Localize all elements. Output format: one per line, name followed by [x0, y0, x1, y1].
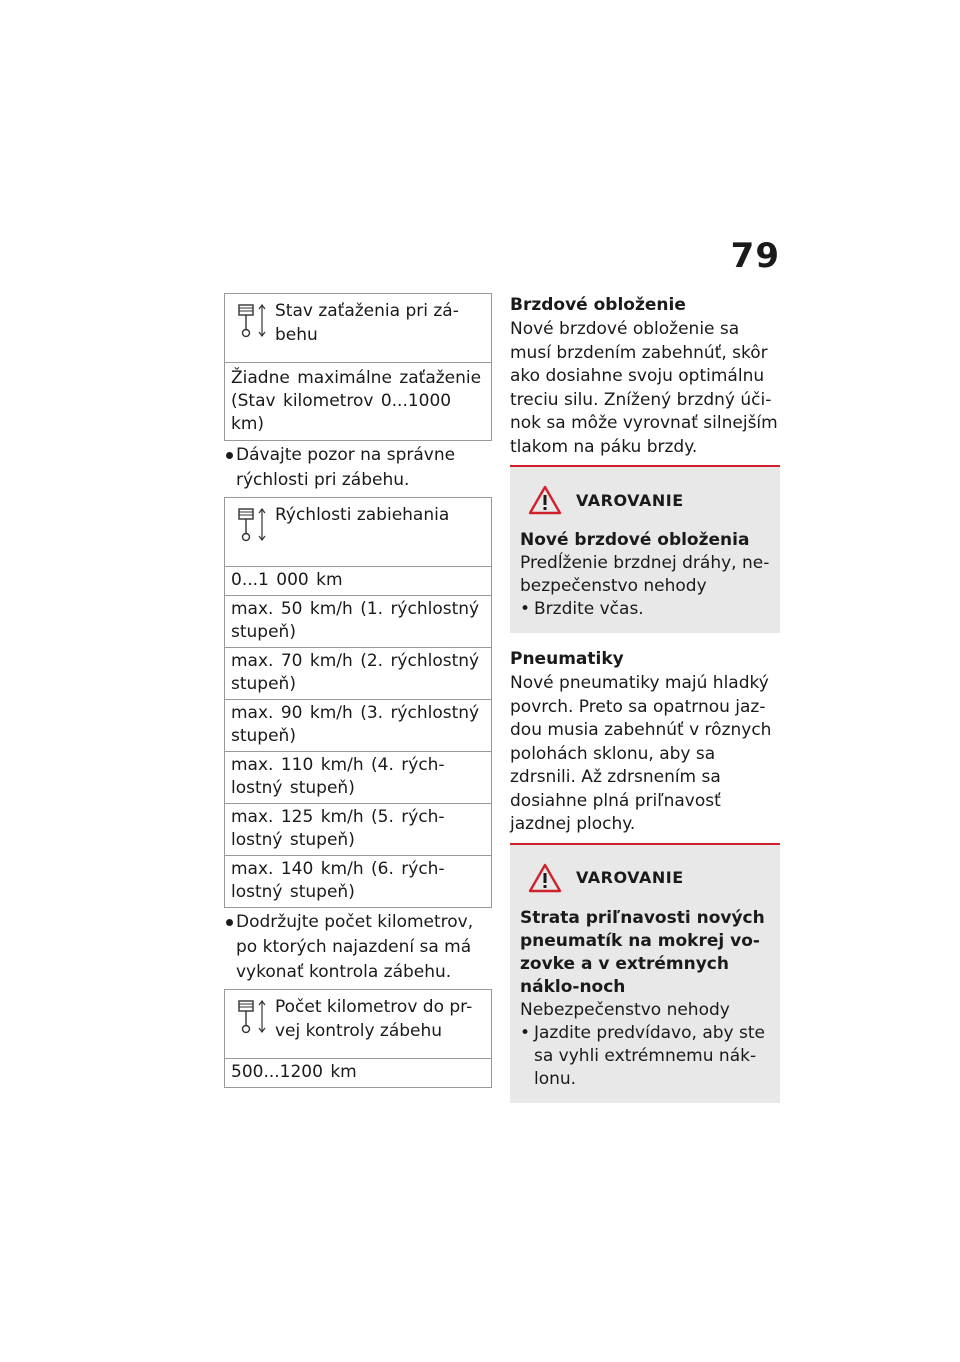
warning-text: Predĺženie brzdnej dráhy, ne-bezpečenstvo nehody: [520, 553, 770, 596]
warning-heading: Strata priľnavosti nových pneumatík na mokrej vo-zovke a v extrémnych náklo-noch: [520, 907, 765, 997]
warning-text: Nebezpečenstvo nehody: [520, 999, 730, 1020]
engine-piston-icon: [237, 998, 267, 1036]
right-column: [510, 293, 780, 1103]
list-item: [224, 443, 492, 493]
table-row: max. 140 km/h (6. rých-lostný stupeň): [225, 856, 491, 908]
table-row: Žiadne maximálne zaťaženie (Stav kilometrov 0...1000 km): [225, 363, 491, 441]
table-row: max. 110 km/h (4. rých-lostný stupeň): [225, 752, 491, 804]
table-header-label: Počet kilometrov do pr-vej kontroly zábehu: [275, 997, 473, 1041]
section-title: Brzdové obloženie: [510, 295, 686, 315]
table-row: 500...1200 km: [225, 1059, 491, 1088]
warning-box: [510, 845, 780, 1103]
section-text: Nové pneumatiky majú hladký povrch. Preto sa opatrnou jaz-dou musia zabehnúť v rôznych polohách sklonu, aby sa zdrsnili. Až zdrsnením sa dosiahne plná priľnavosť jazdnej plochy.: [510, 673, 772, 834]
warning-triangle-icon: [528, 485, 562, 515]
left-column: [224, 293, 492, 1088]
warning-bullet: • Brzdite včas.: [520, 598, 770, 621]
list-item: [224, 910, 492, 985]
table-row: 0...1 000 km: [225, 567, 491, 596]
table-header: [225, 498, 491, 567]
warning-bullet: • Jazdite predvídavo, aby ste sa vyhli extrémnemu nák-lonu.: [520, 1022, 770, 1091]
warning-label: VAROVANIE: [576, 868, 684, 887]
warning-box: [510, 467, 780, 633]
first-check-table: [224, 989, 492, 1088]
warning-header: [520, 863, 770, 893]
bullet-text: Dodržujte počet kilometrov, po ktorých najazdení sa má vykonať kontrola zábehu.: [236, 912, 474, 982]
break-in-load-table: [224, 293, 492, 441]
section-title: Pneumatiky: [510, 649, 624, 669]
table-row: max. 90 km/h (3. rýchlostný stupeň): [225, 700, 491, 752]
table-row: max. 70 km/h (2. rýchlostný stupeň): [225, 648, 491, 700]
section-text: Nové brzdové obloženie sa musí brzdením zabehnúť, skôr ako dosiahne svoju optimálnu treciu silu. Znížený brzdný úči-nok sa môže vyrovnať silnejším tlakom na páku brzdy.: [510, 319, 778, 457]
warning-label: VAROVANIE: [576, 490, 684, 510]
engine-piston-icon: [237, 506, 267, 544]
page-number: 79: [730, 236, 780, 276]
warning-header: [520, 485, 770, 515]
warning-triangle-icon: [528, 863, 562, 893]
warning-heading: Nové brzdové obloženia: [520, 530, 750, 550]
table-header: [225, 294, 491, 363]
bullet-text: Dávajte pozor na správne rýchlosti pri zábehu.: [236, 445, 456, 490]
table-header-label: Stav zaťaženia pri zá-behu: [275, 301, 459, 345]
table-header-label: Rýchlosti zabiehania: [275, 505, 450, 525]
table-row: max. 50 km/h (1. rýchlostný stupeň): [225, 596, 491, 648]
table-header: [225, 990, 491, 1059]
engine-piston-icon: [237, 302, 267, 340]
break-in-speed-table: [224, 497, 492, 908]
table-row: max. 125 km/h (5. rých-lostný stupeň): [225, 804, 491, 856]
